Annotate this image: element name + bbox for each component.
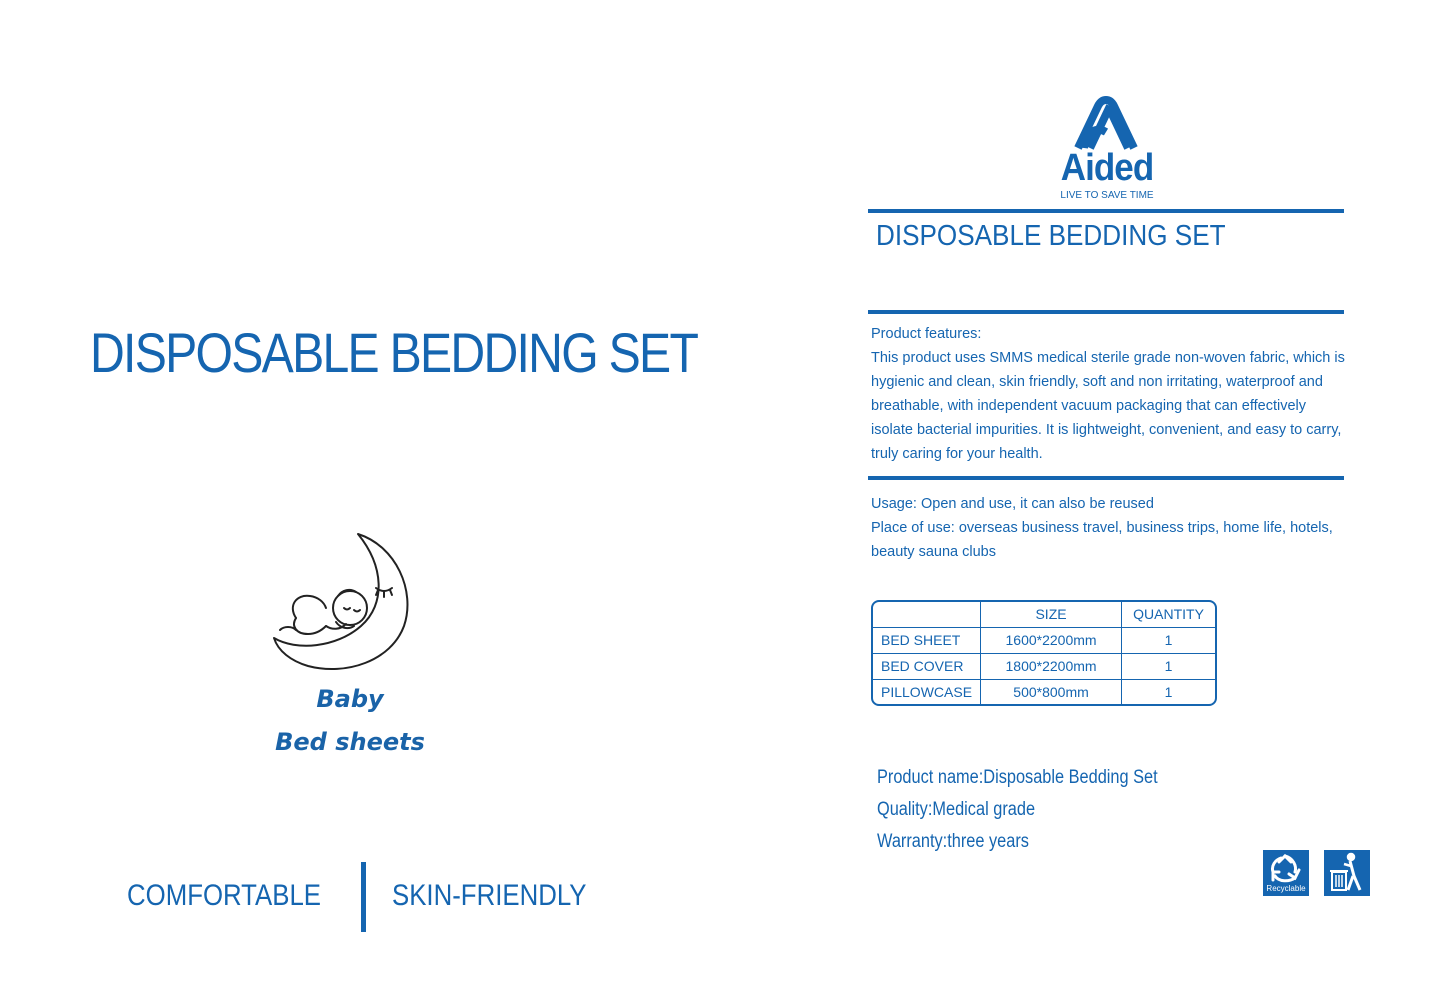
left-title: DISPOSABLE BEDDING SET: [90, 321, 698, 384]
right-title: DISPOSABLE BEDDING SET: [876, 220, 1226, 252]
brand-tagline: LIVE TO SAVE TIME: [1060, 190, 1154, 201]
sleeping-baby-on-moon-icon: [266, 526, 416, 674]
features-line: hygienic and clean, skin friendly, soft and non irritating, waterproof and: [871, 374, 1323, 390]
table-row: [873, 628, 1215, 654]
features-heading: Product features:: [871, 326, 982, 342]
top-rule: [868, 209, 1344, 213]
table-cell: 500*800mm: [981, 680, 1122, 706]
features-block: [871, 322, 1351, 466]
product-name: Product name:Disposable Bedding Set: [877, 767, 1158, 788]
feature-skin-friendly: SKIN-FRIENDLY: [392, 879, 587, 912]
table-row: [873, 654, 1215, 680]
section-rule-1: [868, 310, 1344, 314]
baby-word: Baby: [316, 685, 384, 713]
table-cell: BED COVER: [873, 654, 981, 680]
trash-bin-badge: [1324, 850, 1370, 896]
features-line: truly caring for your health.: [871, 446, 1043, 462]
product-warranty: Warranty:three years: [877, 831, 1029, 852]
product-quality: Quality:Medical grade: [877, 799, 1036, 820]
table-header-row: [873, 602, 1215, 628]
recyclable-badge: [1263, 850, 1309, 896]
table-cell: 1: [1164, 684, 1173, 700]
usage-block: [871, 492, 1351, 564]
table-cell: PILLOWCASE: [873, 680, 981, 706]
feature-divider: [361, 862, 366, 932]
brand-name: Aided: [1060, 147, 1154, 189]
recyclable-label: Recyclable: [1266, 884, 1306, 893]
features-line: isolate bacterial impurities. It is lightweight, convenient, and easy to carry,: [871, 422, 1342, 438]
linked-arches-logo-icon: [1072, 92, 1146, 154]
feature-comfortable: COMFORTABLE: [127, 879, 322, 912]
bed-sheets-word: Bed sheets: [275, 728, 425, 756]
section-rule-2: [868, 476, 1344, 480]
table-header-cell: SIZE: [981, 602, 1122, 628]
features-line: breathable, with independent vacuum packaging that can effectively: [871, 398, 1307, 414]
usage-line: Usage: Open and use, it can also be reused: [871, 496, 1154, 512]
usage-line: Place of use: overseas business travel, business trips, home life, hotels,: [871, 520, 1333, 536]
table-cell: 1: [1122, 628, 1215, 654]
trash-bin-icon: [1324, 850, 1370, 896]
table-row: [873, 680, 1215, 706]
brand-logo: [1052, 92, 1162, 206]
table-header-cell: [873, 602, 981, 628]
table-cell: 1600*2200mm: [981, 628, 1122, 654]
spec-table: [871, 600, 1217, 706]
features-line: This product uses SMMS medical sterile grade non-woven fabric, which is: [871, 350, 1345, 366]
usage-line: beauty sauna clubs: [871, 544, 996, 560]
table-header-cell: QUANTITY: [1122, 602, 1215, 628]
table-cell: 1: [1122, 654, 1215, 680]
table-cell: 1800*2200mm: [981, 654, 1122, 680]
table-cell: BED SHEET: [873, 628, 981, 654]
